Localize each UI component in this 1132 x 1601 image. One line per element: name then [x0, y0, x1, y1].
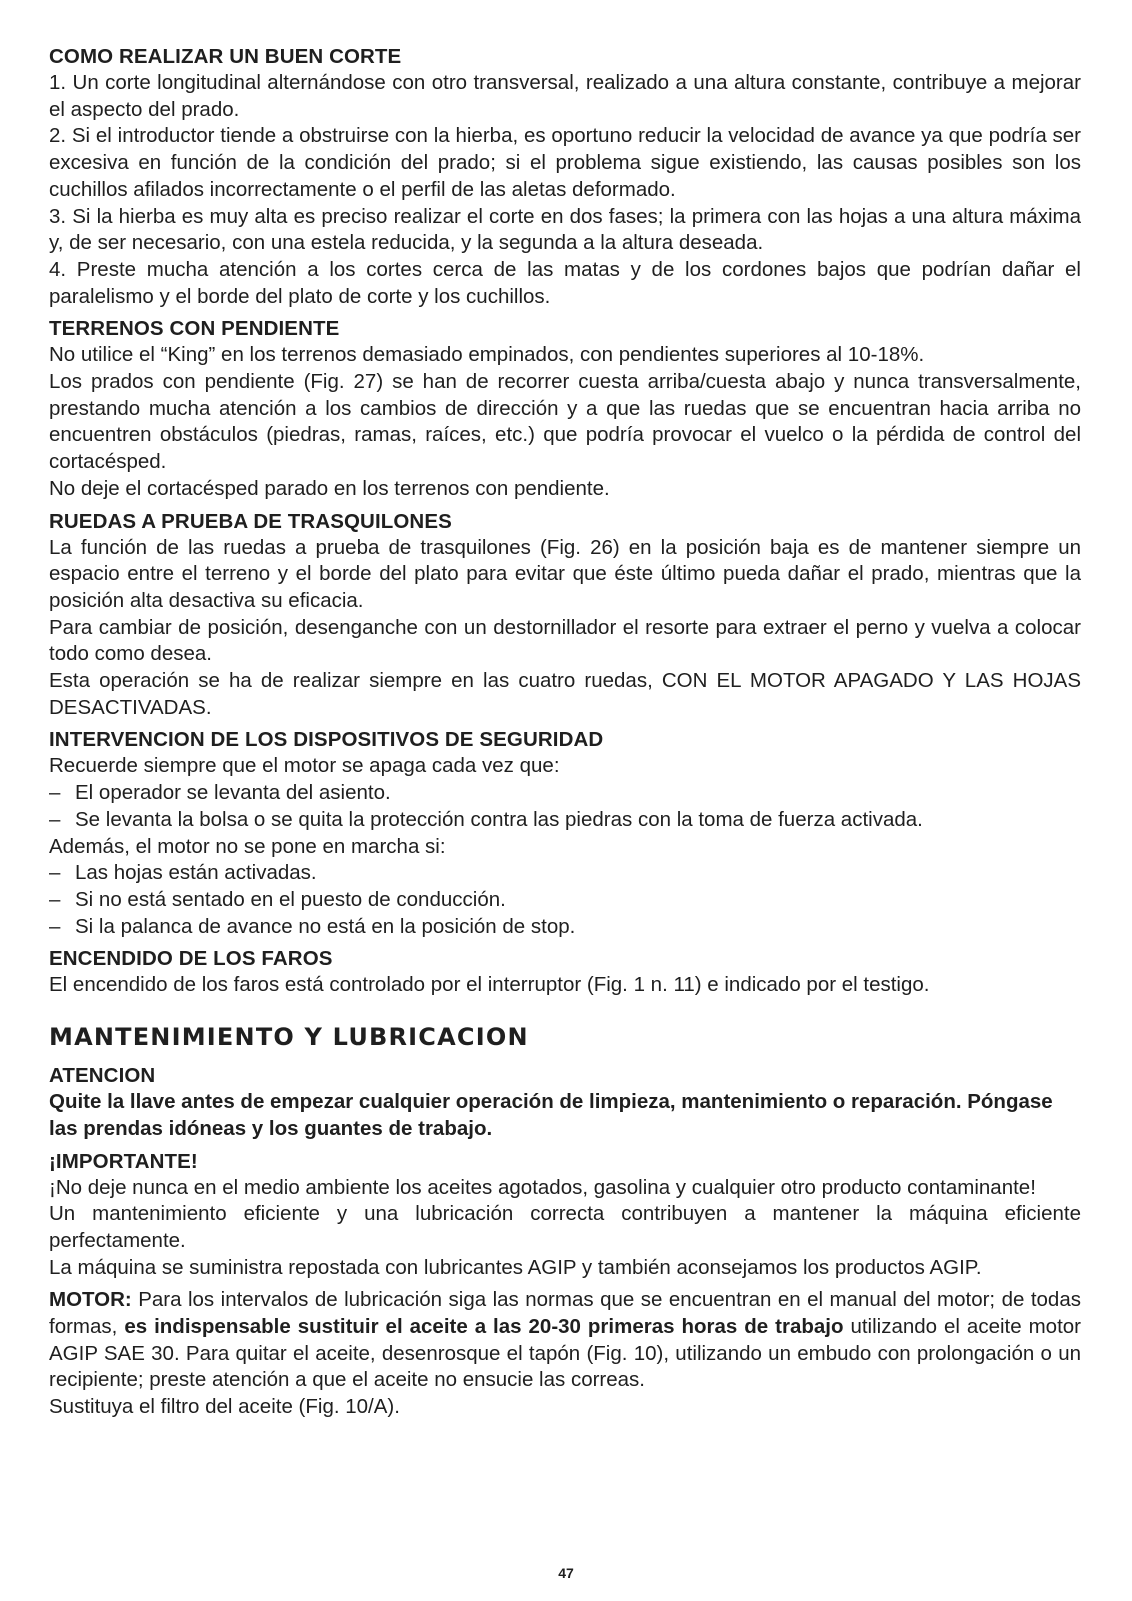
- motor-text: Para los intervalos de lubricación siga las normas que se encuentran en el manual del motor; de todas formas,: [49, 1288, 1081, 1339]
- paragraph: No deje el cortacésped parado en los terrenos con pendiente.: [49, 476, 610, 500]
- dash-marker: –: [49, 781, 61, 805]
- list-item-text: Si la palanca de avance no está en la posición de stop.: [75, 914, 576, 938]
- motor-emphasis: es indispensable sustituir el aceite a las 20-30 primeras horas de trabajo: [124, 1315, 844, 1339]
- section-heading-ruedas: RUEDAS A PRUEBA DE TRASQUILONES: [49, 509, 452, 533]
- section-heading-faros: ENCENDIDO DE LOS FAROS: [49, 947, 333, 971]
- list-item-text: Se levanta la bolsa o se quita la protección contra las piedras con la toma de fuerza activada.: [75, 807, 923, 831]
- list-item: [49, 914, 1081, 941]
- section-heading-seguridad: INTERVENCION DE LOS DISPOSITIVOS DE SEGURIDAD: [49, 728, 604, 752]
- warning-text: Quite la llave antes de empezar cualquier operación de limpieza, mantenimiento o reparación. Póngase las prendas idóneas y los guantes de trabajo.: [49, 1090, 1053, 1140]
- list-item-text: Si no está sentado en el puesto de conducción.: [75, 887, 506, 911]
- dash-marker: –: [49, 914, 61, 938]
- section-heading-corte: COMO REALIZAR UN BUEN CORTE: [49, 45, 402, 68]
- section-heading-pendiente: TERRENOS CON PENDIENTE: [49, 317, 340, 341]
- section-heading-atencion: ATENCION: [49, 1064, 156, 1088]
- paragraph: El encendido de los faros está controlado por el interruptor (Fig. 1 n. 11) e indicado por el testigo.: [49, 973, 930, 997]
- dash-marker: –: [49, 887, 61, 911]
- section-heading-importante: ¡IMPORTANTE!: [49, 1149, 198, 1173]
- motor-label: MOTOR:: [49, 1288, 132, 1312]
- list-item-text: Las hojas están activadas.: [75, 861, 317, 885]
- document-page: [49, 44, 1081, 1421]
- paragraph: 1. Un corte longitudinal alternándose con otro transversal, realizado a una altura constante, contribuye a mejorar el aspecto del prado.: [49, 71, 1081, 121]
- paragraph: Un mantenimiento eficiente y una lubricación correcta contribuyen a mantener la máquina eficiente perfectamente.: [49, 1202, 1081, 1252]
- paragraph: Esta operación se ha de realizar siempre en las cuatro ruedas, CON EL MOTOR APAGADO Y LAS HOJAS DESACTIVADAS.: [49, 669, 1081, 719]
- motor-paragraph: [49, 1287, 1081, 1394]
- list-item: [49, 780, 1081, 807]
- page-number: 47: [558, 1565, 574, 1581]
- list-item: [49, 860, 1081, 887]
- list-item: [49, 807, 1081, 834]
- paragraph: La máquina se suministra repostada con lubricantes AGIP y también aconsejamos los productos AGIP.: [49, 1255, 982, 1279]
- chapter-title: MANTENIMIENTO Y LUBRICACION: [49, 1023, 529, 1052]
- paragraph: 4. Preste mucha atención a los cortes cerca de las matas y de los cordones bajos que podrían dañar el paralelismo y el borde del plato de corte y los cuchillos.: [49, 257, 1081, 308]
- paragraph: ¡No deje nunca en el medio ambiente los aceites agotados, gasolina y cualquier otro producto contaminante!: [49, 1175, 1036, 1199]
- paragraph: La función de las ruedas a prueba de trasquilones (Fig. 26) en la posición baja es de mantener siempre un espacio entre el terreno y el borde del plato para evitar que éste último pueda dañar el prado, mientras que la posición alta desactiva su eficacia.: [49, 535, 1081, 612]
- motor-text: utilizando el aceite motor AGIP SAE 30. Para quitar el aceite, desenrosque el tapón (Fig. 10), utilizando un embudo con prolongación o un recipiente; preste atención a que el aceite no ensucie las correas.: [49, 1315, 1081, 1392]
- dash-marker: –: [49, 807, 61, 831]
- list-item: [49, 887, 1081, 914]
- paragraph: Para cambiar de posición, desenganche con un destornillador el resorte para extraer el perno y vuelva a colocar todo como desea.: [49, 615, 1081, 666]
- paragraph: Recuerde siempre que el motor se apaga cada vez que:: [49, 754, 560, 778]
- paragraph: Sustituya el filtro del aceite (Fig. 10/A).: [49, 1395, 400, 1419]
- paragraph: No utilice el “King” en los terrenos demasiado empinados, con pendientes superiores al 10-18%.: [49, 343, 925, 367]
- paragraph: Además, el motor no se pone en marcha si:: [49, 834, 446, 858]
- paragraph: 3. Si la hierba es muy alta es preciso realizar el corte en dos fases; la primera con las hojas a una altura máxima y, de ser necesario, con una estela reducida, y la segunda a la altura deseada.: [49, 204, 1081, 255]
- paragraph: Los prados con pendiente (Fig. 27) se han de recorrer cuesta arriba/cuesta abajo y nunca transversalmente, prestando mucha atención a los cambios de dirección y a que las ruedas que se encuentran hacia arriba no encuentren obstáculos (piedras, ramas, raíces, etc.) que podría provocar el vuelco o la pérdida de control del cortacésped.: [49, 370, 1081, 474]
- dash-marker: –: [49, 861, 61, 885]
- paragraph: 2. Si el introductor tiende a obstruirse con la hierba, es oportuno reducir la velocidad de avance ya que podría ser excesiva en función de la condición del prado; si el problema sigue existiendo, las causas posibles son los cuchillos afilados incorrectamente o el perfil de las aletas deformado.: [49, 124, 1081, 201]
- list-item-text: El operador se levanta del asiento.: [75, 781, 391, 805]
